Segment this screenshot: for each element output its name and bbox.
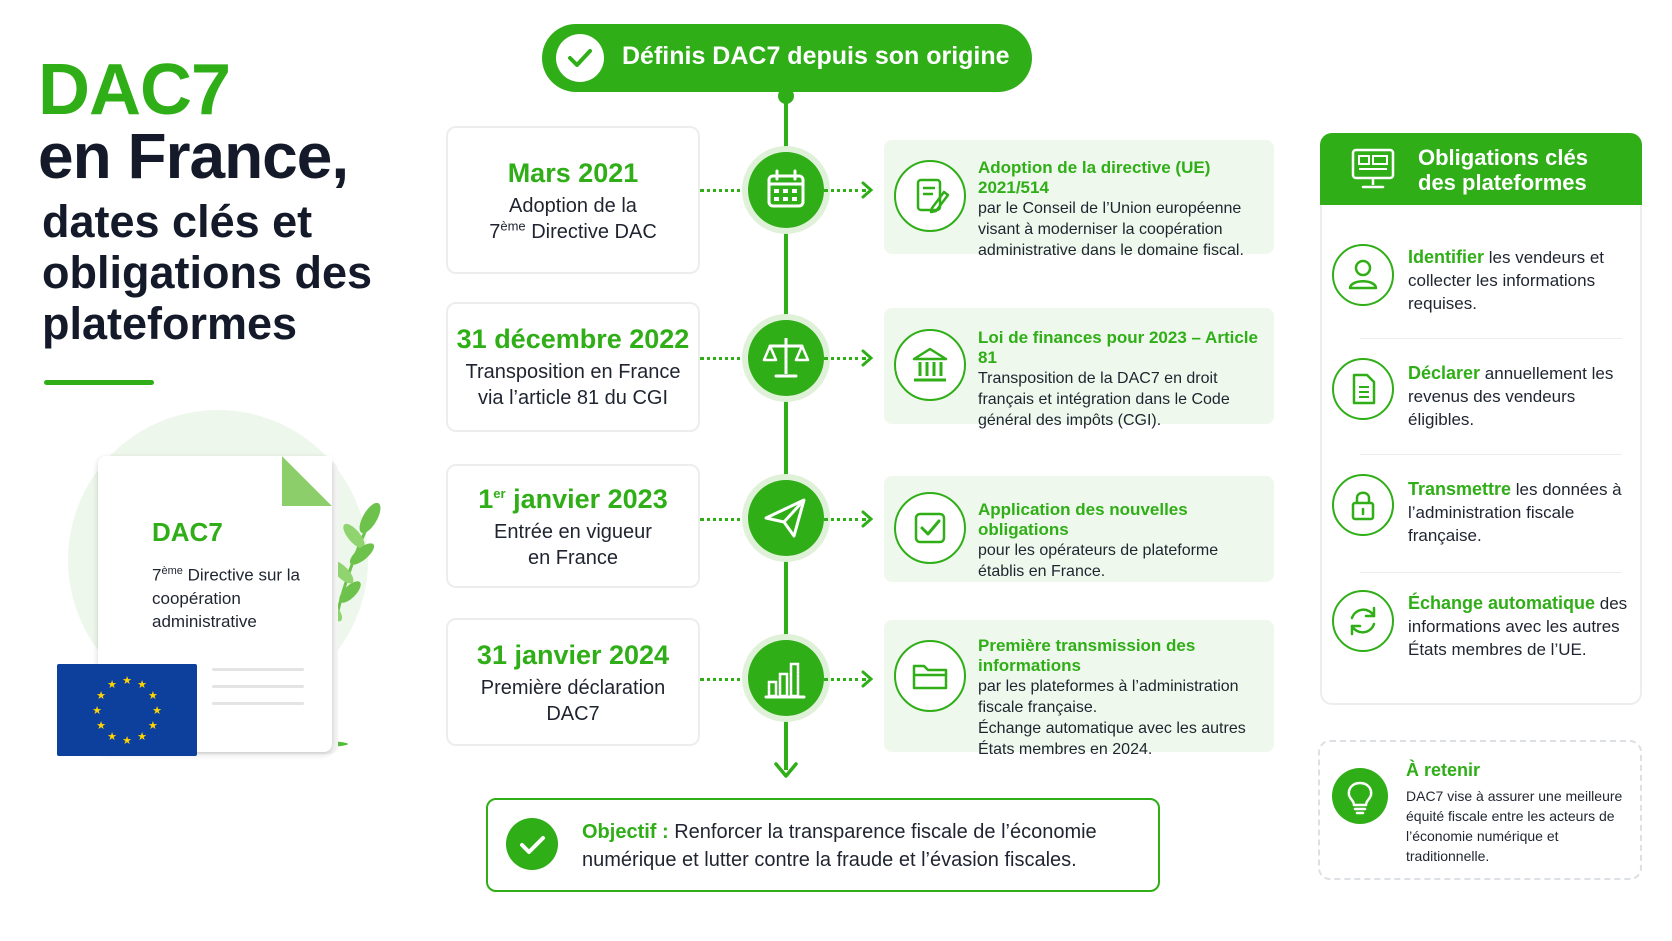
eu-star-icon: ★ bbox=[107, 679, 117, 692]
eu-star-icon: ★ bbox=[92, 705, 102, 717]
document-edit-icon bbox=[894, 160, 966, 232]
timeline-date-card-4 bbox=[446, 618, 700, 746]
timeline-date-card-1 bbox=[446, 126, 700, 274]
lightbulb-icon bbox=[1332, 768, 1388, 824]
timeline-info-card-2 bbox=[884, 308, 1274, 429]
check-circle-icon bbox=[506, 818, 558, 870]
checkbox-icon bbox=[894, 492, 966, 564]
info-title-3: Application des nouvelles obligations bbox=[978, 500, 1188, 539]
title-underline bbox=[44, 380, 154, 385]
eu-star-icon: ★ bbox=[152, 705, 162, 717]
eu-star-icon: ★ bbox=[137, 679, 147, 692]
objective-text: Objectif : Renforcer la transparence fiscale de l’économie numérique et lutter contre la fraude et l’évasion fiscales. bbox=[582, 821, 1097, 871]
eu-star-icon: ★ bbox=[148, 720, 158, 732]
connector-left-2 bbox=[700, 357, 748, 360]
info-body-2: Transposition de la DAC7 en droit français et intégration dans le Code général des impôts (CGI). bbox=[978, 370, 1230, 429]
eu-star-icon: ★ bbox=[96, 720, 106, 732]
date-desc-1: Adoption de la 7ème Directive DAC bbox=[489, 195, 657, 243]
page-fold-icon bbox=[282, 456, 332, 506]
timeline-node-4 bbox=[748, 640, 824, 716]
divider bbox=[1360, 572, 1622, 573]
obligations-title: Obligations clés des plateformes bbox=[1418, 145, 1588, 195]
date-title-4: 31 janvier 2024 bbox=[476, 640, 670, 670]
timeline-info-card-4 bbox=[884, 620, 1274, 758]
divider bbox=[1360, 454, 1622, 455]
folder-icon bbox=[894, 640, 966, 712]
chevron-right-icon bbox=[860, 348, 874, 368]
obligation-transmit: Transmettre les données à l’administration fiscale française. bbox=[1408, 479, 1622, 545]
title-dac7: DAC7 bbox=[38, 50, 231, 130]
eu-star-icon: ★ bbox=[122, 735, 132, 747]
title-subtitle: dates clés et obligations des plateformes bbox=[42, 196, 373, 349]
connector-left-3 bbox=[700, 518, 748, 521]
calendar-icon bbox=[748, 152, 824, 228]
timeline-info-card-3 bbox=[884, 476, 1274, 582]
date-desc-2: Transposition en France via l’article 81 du CGI bbox=[465, 361, 681, 409]
document-title: DAC7 bbox=[152, 517, 223, 547]
institution-icon bbox=[894, 329, 966, 401]
title-en-france: en France, bbox=[38, 120, 349, 192]
timeline-date-card-2 bbox=[446, 302, 700, 432]
chevron-right-icon bbox=[860, 180, 874, 200]
lock-icon bbox=[1332, 474, 1394, 536]
info-body-1: par le Conseil de l’Union européenne visant à moderniser la coopération administrative dans le domaine fiscal. bbox=[978, 200, 1244, 259]
user-icon bbox=[1332, 244, 1394, 306]
timeline-arrow-icon bbox=[774, 760, 798, 780]
retain-body: DAC7 vise à assurer une meilleure équité fiscale entre les acteurs de l’économie numérique et traditionnelle. bbox=[1406, 788, 1623, 864]
info-title-4: Première transmission des informations bbox=[978, 636, 1196, 675]
timeline-node-1 bbox=[748, 152, 824, 228]
date-title-2: 31 décembre 2022 bbox=[456, 324, 690, 354]
info-body-4: par les plateformes à l’administration fiscale française. bbox=[978, 678, 1239, 716]
chevron-right-icon bbox=[860, 669, 874, 689]
info-title-2: Loi de finances pour 2023 – Article 81 bbox=[978, 328, 1258, 367]
refresh-icon bbox=[1332, 590, 1394, 652]
date-desc-4: Première déclaration DAC7 bbox=[480, 677, 666, 725]
eu-star-icon: ★ bbox=[96, 690, 106, 702]
eu-star-icon: ★ bbox=[122, 675, 132, 687]
date-title-1: Mars 2021 bbox=[507, 158, 639, 188]
monitor-icon bbox=[1350, 147, 1396, 191]
timeline-node-3 bbox=[748, 480, 824, 556]
document-subtitle: 7ème Directive sur la coopération administrative bbox=[152, 565, 301, 631]
paper-plane-icon bbox=[748, 480, 824, 556]
date-desc-3: Entrée en vigueur en France bbox=[494, 521, 652, 569]
timeline-info-card-1 bbox=[884, 140, 1274, 259]
divider bbox=[1360, 338, 1622, 339]
header-title: Définis DAC7 depuis son origine bbox=[622, 42, 1010, 70]
connector-left-4 bbox=[700, 678, 748, 681]
check-icon bbox=[556, 34, 604, 82]
obligation-exchange: Échange automatique des informations avec les autres États membres de l’UE. bbox=[1408, 593, 1628, 659]
eu-star-icon: ★ bbox=[148, 690, 158, 702]
obligation-identify: Identifier les vendeurs et collecter les informations requises. bbox=[1408, 247, 1605, 313]
timeline-node-2 bbox=[748, 320, 824, 396]
eu-flag-icon bbox=[57, 664, 197, 756]
info-body-4b: Échange automatique avec les autres États membres en 2024. bbox=[978, 720, 1246, 758]
date-title-3: 1er janvier 2023 bbox=[478, 484, 668, 514]
timeline-date-card-3 bbox=[446, 464, 700, 588]
info-body-3: pour les opérateurs de plateforme établis en France. bbox=[978, 542, 1219, 580]
connector-left-1 bbox=[700, 189, 748, 192]
info-title-1: Adoption de la directive (UE) 2021/514 bbox=[978, 158, 1211, 197]
bar-chart-icon bbox=[748, 640, 824, 716]
document-text-lines bbox=[212, 668, 304, 719]
obligation-declare: Déclarer annuellement les revenus des vendeurs éligibles. bbox=[1408, 363, 1614, 429]
scales-icon bbox=[748, 320, 824, 396]
document-icon bbox=[1332, 358, 1394, 420]
eu-star-icon: ★ bbox=[107, 730, 117, 743]
retain-title: À retenir bbox=[1406, 760, 1481, 780]
chevron-right-icon bbox=[860, 509, 874, 529]
eu-star-icon: ★ bbox=[137, 730, 147, 743]
